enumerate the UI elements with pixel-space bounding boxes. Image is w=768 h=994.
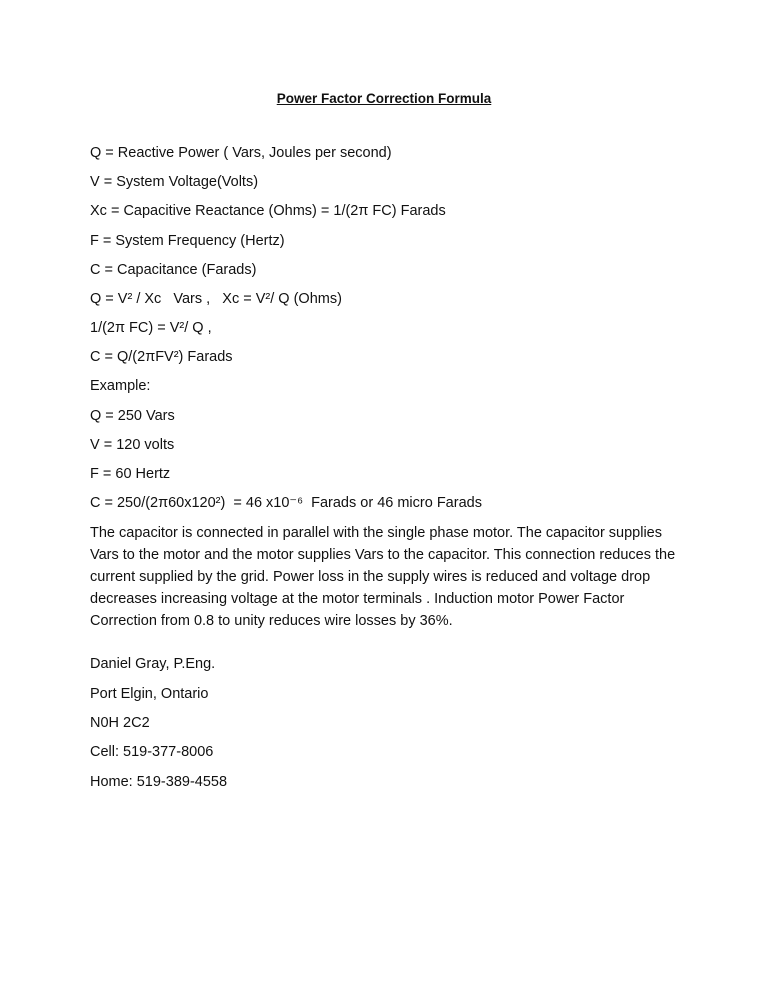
example-c: C = 250/(2π60x120²) = 46 x10⁻⁶ Farads or 46 micro Farads xyxy=(90,495,482,511)
signature-city: Port Elgin, Ontario xyxy=(90,686,209,702)
definition-capacitance: C = Capacitance (Farads) xyxy=(90,262,257,278)
example-q: Q = 250 Vars xyxy=(90,408,175,424)
signature-cell: Cell: 519-377-8006 xyxy=(90,744,214,760)
example-v: V = 120 volts xyxy=(90,437,175,453)
formula-c: C = Q/(2πFV²) Farads xyxy=(90,349,233,365)
formula-reactance: 1/(2π FC) = V²/ Q , xyxy=(90,320,212,336)
signature-home: Home: 519-389-4558 xyxy=(90,774,228,790)
example-f: F = 60 Hertz xyxy=(90,466,171,482)
formula-q: Q = V² / Xc Vars , Xc = V²/ Q (Ohms) xyxy=(90,291,342,307)
signature-name: Daniel Gray, P.Eng. xyxy=(90,656,216,672)
document-title: Power Factor Correction Formula xyxy=(276,91,492,106)
signature-postal-code: N0H 2C2 xyxy=(90,715,150,731)
definition-reactance: Xc = Capacitive Reactance (Ohms) = 1/(2π FC) Farads xyxy=(90,203,446,219)
definition-reactive-power: Q = Reactive Power ( Vars, Joules per second) xyxy=(90,145,392,161)
definition-voltage: V = System Voltage(Volts) xyxy=(90,174,259,190)
example-heading: Example: xyxy=(90,378,151,394)
explanation-paragraph: The capacitor is connected in parallel with the single phase motor. The capacitor supplies Vars to the motor and the motor supplies Vars to the capacitor. This connection reduces the current supplied by the grid. Power loss in the supply wires is reduced and voltage drop decreases increasing voltage at the motor terminals . Induction motor Power Factor Correction from 0.8 to unity reduces wire losses by 36%. xyxy=(90,525,676,629)
definition-frequency: F = System Frequency (Hertz) xyxy=(90,233,285,249)
